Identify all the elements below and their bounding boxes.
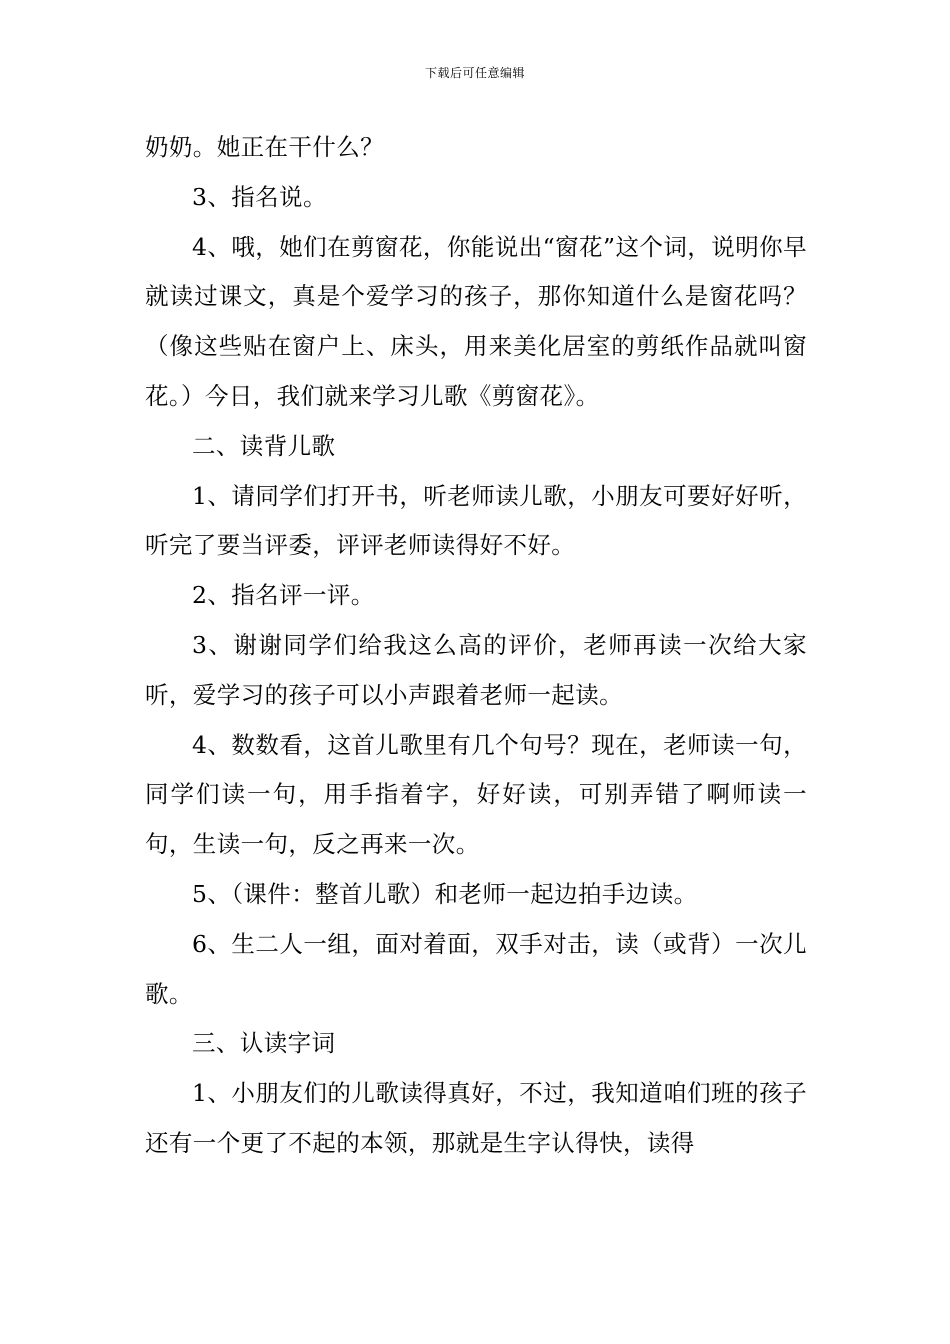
- paragraph: 4、哦，她们在剪窗花，你能说出“窗花”这个词，说明你早就读过课文，真是个爱学习的孩子，那你知道什么是窗花吗？（像这些贴在窗户上、床头，用来美化居室的剪纸作品就叫窗花。）今日，我们就来学习儿歌《剪窗花》。: [145, 232, 807, 410]
- paragraph: 6、生二人一组，面对着面，双手对击，读（或背）一次儿歌。: [145, 929, 807, 1008]
- paragraph: 4、数数看，这首儿歌里有几个句号？现在，老师读一句，同学们读一句，用手指着字，好好读，可别弄错了啊师读一句，生读一句，反之再来一次。: [145, 730, 807, 859]
- paragraph: 奶奶。她正在干什么？: [145, 133, 384, 161]
- paragraph: 1、请同学们打开书，听老师读儿歌，小朋友可要好好听，听完了要当评委，评评老师读得好不好。: [145, 481, 807, 560]
- document-body: [145, 123, 807, 1169]
- paragraph: 5、（课件：整首儿歌）和老师一起边拍手边读。: [192, 879, 698, 908]
- page-header: 下载后可任意编辑: [424, 66, 525, 80]
- paragraph: 3、谢谢同学们给我这么高的评价，老师再读一次给大家听，爱学习的孩子可以小声跟着老师一起读。: [145, 630, 807, 709]
- paragraph: 1、小朋友们的儿歌读得真好，不过，我知道咱们班的孩子还有一个更了不起的本领，那就是生字认得快，读得: [145, 1079, 807, 1157]
- paragraph: 2、指名评一评。: [192, 581, 375, 610]
- section-heading: 三、认读字词: [192, 1029, 336, 1058]
- paragraph: 3、指名说。: [192, 182, 327, 211]
- section-heading: 二、读背儿歌: [192, 431, 336, 460]
